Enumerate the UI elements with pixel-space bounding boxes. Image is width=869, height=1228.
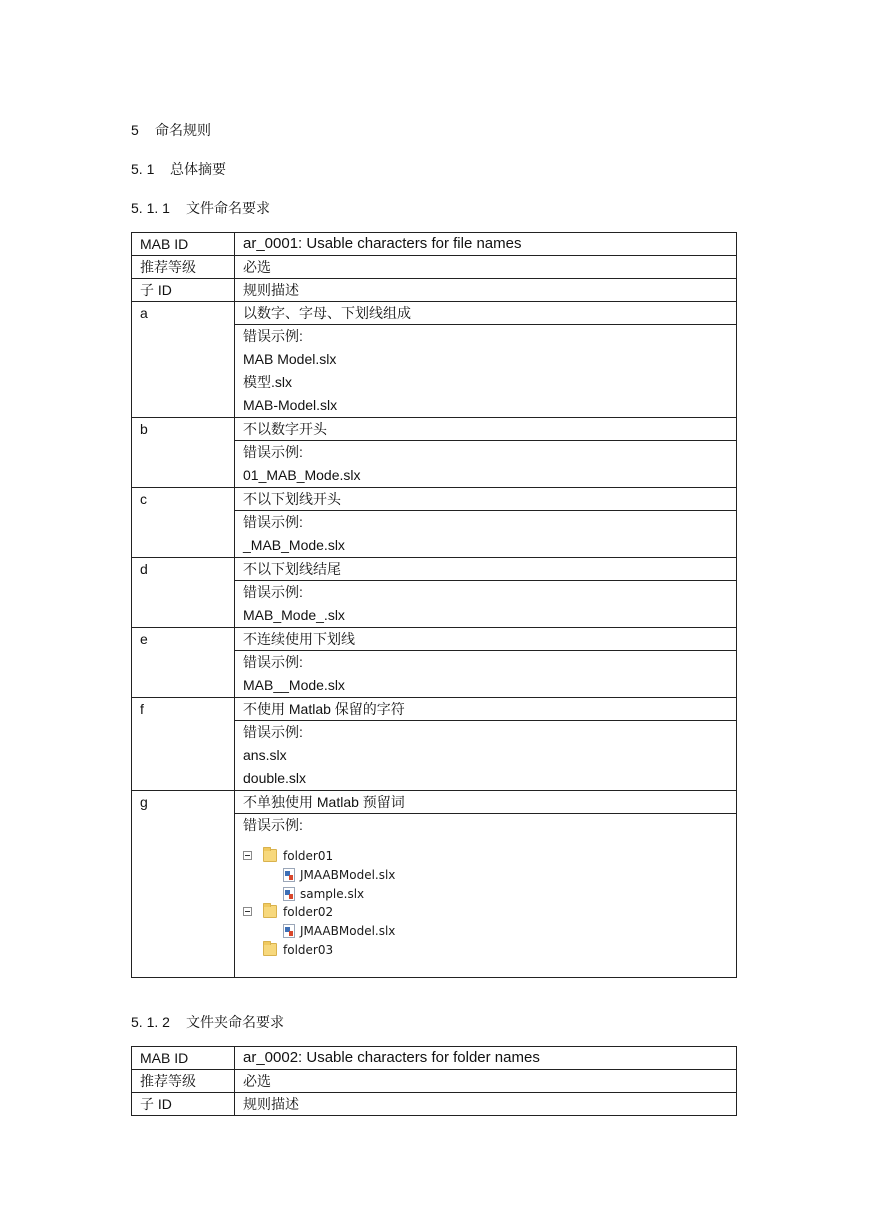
heading-text: 文件夹命名要求	[186, 1014, 284, 1030]
rule-desc: 以数字、字母、下划线组成	[235, 302, 737, 325]
heading-number: 5. 1. 2	[131, 1014, 170, 1030]
rule-row-a	[132, 302, 737, 325]
subid-label: 子 ID	[132, 279, 235, 302]
file-label: sample.slx	[300, 886, 365, 901]
rule-desc: 不使用 Matlab 保留的字符	[235, 698, 737, 721]
level-value: 必选	[235, 256, 737, 279]
tree-node-folder02[interactable]	[243, 902, 333, 921]
table-row	[132, 1070, 737, 1093]
mab-id-label: MAB ID	[132, 233, 235, 256]
rule-examples	[235, 721, 737, 791]
table-row	[132, 1047, 737, 1070]
rule-id: b	[132, 418, 235, 488]
error-label: 错误示例:	[243, 444, 303, 460]
desc-label: 规则描述	[235, 279, 737, 302]
rule-desc: 不以数字开头	[235, 418, 737, 441]
table-row	[132, 233, 737, 256]
example: MAB-Model.slx	[243, 397, 338, 413]
level-label: 推荐等级	[132, 256, 235, 279]
heading-number: 5	[131, 122, 139, 138]
collapse-icon[interactable]	[243, 907, 252, 916]
tree-node-folder01[interactable]	[243, 846, 333, 865]
rule-id: d	[132, 558, 235, 628]
example: MAB_Mode_.slx	[243, 607, 345, 623]
level-value: 必选	[235, 1070, 737, 1093]
rule-row-g	[132, 791, 737, 814]
file-label: JMAABModel.slx	[300, 923, 396, 938]
example: double.slx	[243, 770, 307, 786]
rule-row-e	[132, 628, 737, 651]
folder-naming-table	[131, 1046, 737, 1116]
subid-label: 子 ID	[132, 1093, 235, 1116]
folder-tree	[243, 837, 728, 977]
rule-examples	[235, 814, 737, 978]
tree-node-file[interactable]	[283, 921, 395, 940]
folder-label: folder03	[283, 942, 334, 957]
error-label: 错误示例:	[243, 514, 303, 530]
example: ans.slx	[243, 747, 287, 763]
table-row	[132, 256, 737, 279]
rule-examples	[235, 325, 737, 418]
heading-number: 5. 1. 1	[131, 200, 170, 216]
rule-examples	[235, 651, 737, 698]
example: 模型.slx	[243, 374, 292, 390]
rule-row-d	[132, 558, 737, 581]
rule-row-b	[132, 418, 737, 441]
simulink-file-icon	[283, 924, 295, 938]
heading-number: 5. 1	[131, 161, 155, 177]
heading-text: 命名规则	[155, 122, 211, 138]
example: MAB Model.slx	[243, 351, 337, 367]
heading-5	[131, 121, 211, 139]
error-label: 错误示例:	[243, 817, 303, 833]
heading-5-1-2	[131, 1013, 284, 1031]
desc-label: 规则描述	[235, 1093, 737, 1116]
error-label: 错误示例:	[243, 724, 303, 740]
heading-text: 总体摘要	[170, 161, 226, 177]
heading-5-1-1	[131, 199, 270, 217]
rule-row-c	[132, 488, 737, 511]
rule-desc: 不连续使用下划线	[235, 628, 737, 651]
rule-desc: 不以下划线开头	[235, 488, 737, 511]
rule-row-f	[132, 698, 737, 721]
rule-id: g	[132, 791, 235, 978]
heading-5-1	[131, 160, 226, 178]
example: 01_MAB_Mode.slx	[243, 467, 361, 483]
table-row	[132, 1093, 737, 1116]
folder-label: folder02	[283, 904, 334, 919]
file-label: JMAABModel.slx	[300, 867, 396, 882]
rule-id: c	[132, 488, 235, 558]
tree-node-folder03[interactable]	[263, 940, 333, 959]
rule-id: f	[132, 698, 235, 791]
tree-node-file[interactable]	[283, 865, 395, 884]
heading-text: 文件命名要求	[186, 200, 270, 216]
folder-icon	[263, 905, 277, 918]
collapse-icon[interactable]	[243, 851, 252, 860]
folder-icon	[263, 943, 277, 956]
simulink-file-icon	[283, 868, 295, 882]
simulink-file-icon	[283, 887, 295, 901]
table-row	[132, 279, 737, 302]
rule-examples	[235, 581, 737, 628]
rule-id: e	[132, 628, 235, 698]
file-naming-table	[131, 232, 737, 978]
rule-examples	[235, 441, 737, 488]
folder-label: folder01	[283, 848, 334, 863]
level-label: 推荐等级	[132, 1070, 235, 1093]
mab-id-label: MAB ID	[132, 1047, 235, 1070]
mab-id-text: ar_0002: Usable characters for folder names	[243, 1049, 540, 1066]
folder-icon	[263, 849, 277, 862]
error-label: 错误示例:	[243, 328, 303, 344]
error-label: 错误示例:	[243, 654, 303, 670]
rule-examples	[235, 511, 737, 558]
rule-desc: 不以下划线结尾	[235, 558, 737, 581]
mab-id-value	[235, 1047, 737, 1070]
mab-id-text: ar_0001: Usable characters for file names	[243, 235, 522, 252]
example: _MAB_Mode.slx	[243, 537, 345, 553]
rule-desc: 不单独使用 Matlab 预留词	[235, 791, 737, 814]
rule-id: a	[132, 302, 235, 418]
error-label: 错误示例:	[243, 584, 303, 600]
mab-id-value	[235, 233, 737, 256]
example: MAB__Mode.slx	[243, 677, 345, 693]
